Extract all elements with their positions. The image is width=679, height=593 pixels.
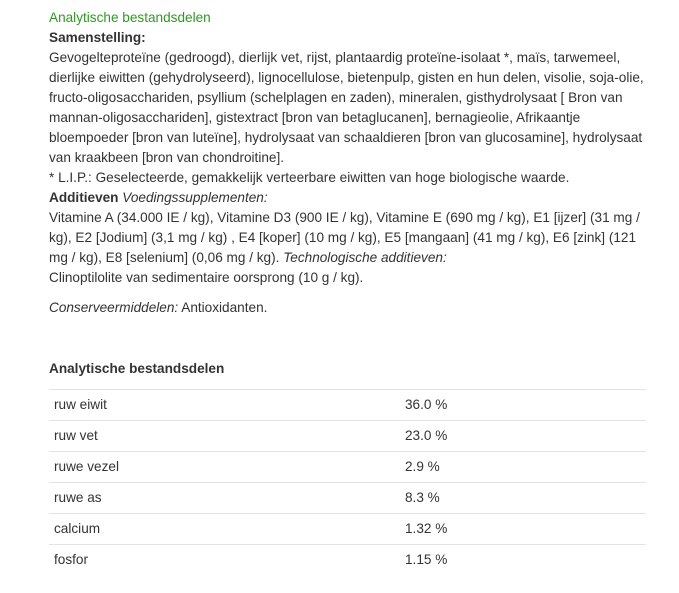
composition-text: Gevogelteproteïne (gedroogd), dierlijk vet, rijst, plantaardig proteïne-isolaat *, maïs, tarwemeel, dierlijke eiwitten (gehydrolyseerd), lignocellulose, bietenpulp, gisten en hun delen, visolie, soja-olie, fructo-oligosacchariden, psyllium (schelplagen en zaden), mineralen, gisthydrolysaat [ Bron van mannan-oligosacchariden], gistextract [bron van betaglucanen], bernagieolie, Afrikaantje bloempoeder [bron van luteïne], hydrolysaat van schaaldieren [bron van glucosamine], hydrolysaat van kraakbeen [bron van chondroitine].	[49, 50, 644, 165]
table-row	[49, 421, 646, 452]
preservatives-label: Conserveermiddelen:	[49, 300, 179, 315]
additives-title: Additieven	[49, 190, 119, 205]
table-row	[49, 483, 646, 514]
composition-heading: Samenstelling:	[49, 30, 146, 45]
technological-additives-label: Technologische additieven:	[283, 250, 447, 265]
row-value: 23.0 %	[400, 421, 646, 452]
row-label: ruw vet	[49, 421, 400, 452]
technological-additives-text: Clinoptilolite van sedimentaire oorsprong (10 g / kg).	[49, 270, 364, 285]
row-value: 2.9 %	[400, 452, 646, 483]
analytics-anchor-link[interactable]: Analytische bestandsdelen	[49, 10, 211, 25]
preservatives-line	[49, 298, 649, 318]
row-label: ruw eiwit	[49, 390, 400, 421]
row-label: fosfor	[49, 545, 400, 576]
additives-block	[49, 188, 649, 288]
row-label: calcium	[49, 514, 400, 545]
table-row	[49, 452, 646, 483]
row-label: ruwe vezel	[49, 452, 400, 483]
row-value: 36.0 %	[400, 390, 646, 421]
analytics-table-title: Analytische bestandsdelen	[49, 361, 225, 376]
row-value: 1.15 %	[400, 545, 646, 576]
table-row	[49, 514, 646, 545]
preservatives-text: Antioxidanten.	[181, 300, 268, 315]
row-value: 1.32 %	[400, 514, 646, 545]
row-label: ruwe as	[49, 483, 400, 514]
analytics-table	[49, 389, 646, 575]
composition-footnote: * L.I.P.: Geselecteerde, gemakkelijk verteerbare eiwitten van hoge biologische waarde.	[49, 170, 570, 185]
row-value: 8.3 %	[400, 483, 646, 514]
nutritional-additives-label: Voedingssupplementen:	[122, 190, 268, 205]
table-row	[49, 545, 646, 576]
table-row	[49, 390, 646, 421]
product-details	[49, 8, 649, 575]
nutritional-additives-text: Vitamine A (34.000 IE / kg), Vitamine D3 (900 IE / kg), Vitamine E (690 mg / kg), E1 [ijzer] (31 mg / kg), E2 [Jodium] (3,1 mg / kg) , E4 [koper] (10 mg / kg), E5 [mangaan] (41 mg / kg), E6 [zink] (121 mg / kg), E8 [selenium] (0,06 mg / kg).	[49, 210, 640, 265]
